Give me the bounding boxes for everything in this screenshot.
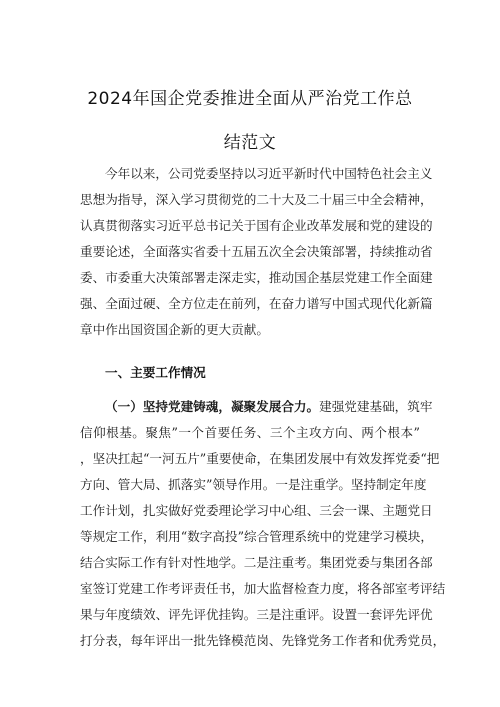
- body-line: 方向、管大局、抓落实”领导作用。一是注重学。坚持制定年度: [80, 477, 427, 492]
- body-line: 结合实际工作有针对性地学。二是注重考。集团党委与集团各部: [80, 555, 433, 570]
- intro-line: 重要论述，全面落实省委十五届五次全会决策部署，持续推动省: [80, 244, 433, 259]
- intro-line: 思想为指导，深入学习贯彻党的二十大及二十届三中全会精神，: [80, 192, 433, 207]
- document-title-line-2: 结范文: [223, 133, 277, 153]
- subsection-first-line-rest: 建强党建基础，筑牢: [319, 399, 433, 414]
- body-line: 室签订党建工作考评责任书，加大监督检查力度，将各部室考评结: [80, 581, 446, 596]
- body-line: 信仰根基。聚焦”一个首要任务、三个主攻方向、两个根本”: [80, 425, 420, 440]
- body-line: 打分表，每年评出一批先锋模范岗、先锋党务工作者和优秀党员，: [80, 633, 446, 648]
- body-line: ，坚决扛起“一河五片”重要使命，在集团发展中有效发挥党委“把: [80, 451, 440, 466]
- intro-line: 强、全面过硬、全方位走在前列，在奋力谱写中国式现代化新篇: [80, 296, 433, 311]
- intro-line: 章中作出国资国企新的更大贡献。: [80, 322, 269, 337]
- subsection-first-line: [105, 399, 433, 414]
- section-heading: 一、主要工作情况: [105, 365, 206, 380]
- intro-line: 今年以来，公司党委坚持以习近平新时代中国特色社会主义: [105, 166, 433, 181]
- body-line: 果与年度绩效、评先评优挂钩。三是注重评。设置一套评先评优: [80, 607, 433, 622]
- intro-line: 认真贯彻落实习近平总书记关于国有企业改革发展和党的建设的: [80, 218, 433, 233]
- body-line: 工作计划，扎实做好党委理论学习中心组、三会一课、主题党日: [80, 503, 433, 518]
- subsection-heading: （一）坚持党建铸魂，凝聚发展合力。: [105, 399, 320, 414]
- document-title-line-1: 2024年国企党委推进全面从严治党工作总: [87, 89, 413, 109]
- body-line: 等规定工作，利用“数字高投”综合管理系统中的党建学习模块，: [80, 529, 433, 544]
- intro-line: 委、市委重大决策部署走深走实，推动国企基层党建工作全面建: [80, 270, 433, 285]
